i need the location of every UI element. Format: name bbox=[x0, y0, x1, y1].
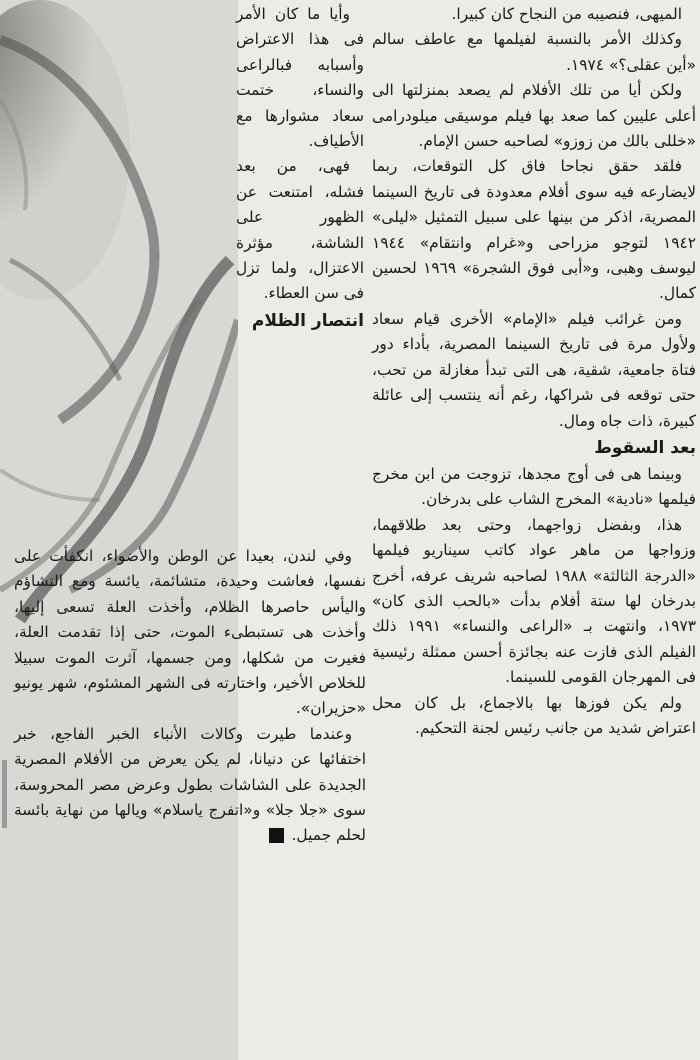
section-heading: بعد السقوط bbox=[594, 437, 696, 458]
article-column-middle bbox=[236, 2, 364, 335]
paragraph: فلقد حقق نجاحا فاق كل التوقعات، ربما لايضارعه فيه سوى أفلام معدودة فى تاريخ السينما المصرية، اذكر من بينها على سبيل التمثيل «ليلى» ١٩٤٢ لتوجو مزراحى و«غرام وانتقام» ١٩٤٤ ليوسف وهبى، و«أبى فوق الشجرة» ١٩٦٩ لحسين كمال. bbox=[372, 157, 697, 303]
paragraph: وكذلك الأمر بالنسبة لفيلمها مع عاطف سالم «أين عقلى؟» ١٩٧٤. bbox=[372, 30, 696, 74]
hair-photo bbox=[0, 0, 238, 1060]
paragraph: ولم يكن فوزها بها بالاجماع، بل كان محل اعتراض شديد من جانب رئيس لجنة التحكيم. bbox=[372, 693, 696, 737]
paragraph: وأيا ما كان الأمر فى هذا الاعتراض وأسبابه فبالراعى والنساء، ختمت سعاد مشوارها مع الأطياف. bbox=[236, 5, 364, 151]
page-edge-bar bbox=[2, 760, 7, 828]
paragraph: ومن غرائب فيلم «الإمام» الأخرى قيام سعاد ولأول مرة فى تاريخ السينما المصرية، بأداء دور فتاة جامعية، شقية، هى التى تبدأ مغازلة من تحب، حتى توقعه فى شراكها، رغم أنه ينتسب إلى عائلة كبيرة، ذات جاه ومال. bbox=[372, 309, 696, 430]
article-column-right bbox=[372, 2, 696, 741]
paragraph: وبينما هى فى أوج مجدها، تزوجت من ابن مخرج فيلمها «نادية» المخرج الشاب على بدرخان. bbox=[372, 464, 696, 509]
end-square-icon bbox=[269, 828, 284, 843]
paragraph-text: وعندما طيرت وكالات الأنباء الخبر الفاجع، خبر اختفائها عن دنيانا، لم يكن يعرض من الأفلام المصرية الجديدة على الشاشات بطول وعرض مصر المحروسة، سوى «جلا جلا» و«اتفرج ياسلام» ويالها من نهاية بائسة لحلم جميل. bbox=[14, 724, 366, 845]
paragraph: فهى، من بعد فشله، امتنعت عن الظهور على الشاشة، مؤثرة الاعتزال، ولما تزل فى سن العطاء. bbox=[236, 157, 364, 303]
paragraph: هذا، وبفضل زواجهما، وحتى بعد طلاقهما، وزواجها من ماهر عواد كاتب سيناريو فيلمها «الدرجة الثالثة» ١٩٨٨ لصاحبه شريف عرفه، أخرج بدرخان لها ستة أفلام بدأت «بالحب الذى كان» ١٩٧٣، وانتهت بـ «الراعى والنساء» ١٩٩١ ذلك الفيلم الذى فازت عنه بجائزة أحسن ممثلة رئيسية فى المهرجان القومى للسينما. bbox=[372, 515, 697, 687]
paragraph bbox=[14, 722, 366, 849]
article-column-bottom bbox=[14, 544, 366, 849]
paragraph: الميهى، فنصيبه من النجاح كان كبيرا. bbox=[451, 5, 682, 23]
paragraph: وفي لندن، بعيدا عن الوطن والأضواء، انكفأت على نفسها، فعاشت وحيدة، متشائمة، يائسة ومع التشاؤم واليأس حاصرها الظلام، وأخذت العلة تسعى إليها، وأخذت هى تستبطىء الموت، حتى إذا تقدمت العلة، فغيرت من شكلها، ومن جسمها، آثرت الموت سبيلا للخلاص الأخير، واختارته فى الشهر المشئوم، شهر يونيو «حزيران». bbox=[14, 547, 366, 718]
hair-photo-icon bbox=[0, 0, 238, 1060]
section-heading: انتصار الظلام bbox=[251, 310, 364, 331]
paragraph: ولكن أيا من تلك الأفلام لم يصعد بمنزلتها الى أعلى عليين كما صعد بها فيلم موسيقى ميلودرامى «خللى بالك من زوزو» لصاحبه حسن الإمام. bbox=[372, 81, 696, 151]
